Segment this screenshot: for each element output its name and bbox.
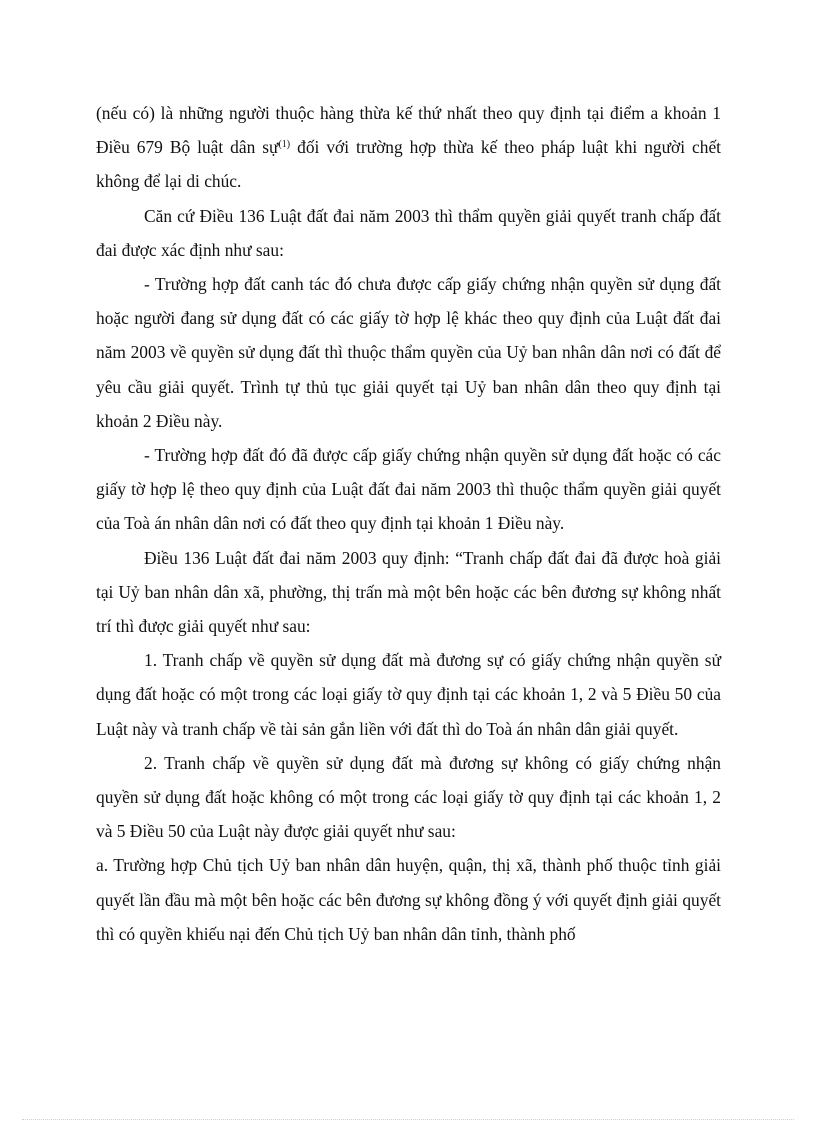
paragraph-case-no-certificate: - Trường hợp đất canh tác đó chưa được cấp giấy chứng nhận quyền sử dụng đất hoặc người đang sử dụng đất có các giấy tờ hợp lệ khác theo quy định của Luật đất đai năm 2003 về quyền sử dụng đất thì thuộc thẩm quyền của Uỷ ban nhân dân nơi có đất để yêu cầu giải quyết. Trình tự thủ tục giải quyết tại Uỷ ban nhân dân theo quy định tại khoản 2 Điều này.	[96, 274, 721, 431]
paragraph-case-certificate: - Trường hợp đất đó đã được cấp giấy chứng nhận quyền sử dụng đất hoặc có các giấy tờ hợp lệ theo quy định của Luật đất đai năm 2003 thì thuộc thẩm quyền giải quyết của Toà án nhân dân nơi có đất theo quy định tại khoản 1 Điều này.	[96, 445, 721, 534]
paragraph-inheritance-text-end: đối với trường hợp thừa kế theo pháp luật khi người chết không để lại di chúc.	[96, 137, 721, 192]
paragraph-clause-2: 2. Tranh chấp về quyền sử dụng đất mà đương sự không có giấy chứng nhận quyền sử dụng đất hoặc không có một trong các loại giấy tờ quy định tại các khoản 1, 2 và 5 Điều 50 của Luật này được giải quyết như sau:	[96, 752, 721, 842]
paragraph-clause-1: 1. Tranh chấp về quyền sử dụng đất mà đương sự có giấy chứng nhận quyền sử dụng đất hoặc có một trong các loại giấy tờ quy định tại các khoản 1, 2 và 5 Điều 50 của Luật này và tranh chấp về tài sản gắn liền với đất thì do Toà án nhân dân giải quyết.	[96, 650, 721, 739]
page-bottom-divider	[22, 1119, 794, 1120]
paragraph-article-136: Điều 136 Luật đất đai năm 2003 quy định: “Tranh chấp đất đai đã được hoà giải tại Uỷ ban nhân dân xã, phường, thị trấn mà một bên hoặc các bên đương sự không nhất trí thì được giải quyết như sau:	[96, 547, 721, 637]
document-body	[96, 96, 721, 951]
footnote-marker[interactable]: (1)	[278, 139, 291, 151]
paragraph-point-a: a. Trường hợp Chủ tịch Uỷ ban nhân dân huyện, quận, thị xã, thành phố thuộc tỉnh giải quyết lần đầu mà một bên hoặc các bên đương sự không đồng ý với quyết định giải quyết thì có quyền khiếu nại đến Chủ tịch Uỷ ban nhân dân tỉnh, thành phố	[96, 855, 721, 944]
paragraph-inheritance	[96, 96, 721, 199]
paragraph-inheritance-text: (nếu có) là những người thuộc hàng thừa kế thứ nhất theo quy định tại điểm a khoản 1 Điều 679 Bộ luật dân sự	[96, 103, 721, 158]
paragraph-jurisdiction-basis: Căn cứ Điều 136 Luật đất đai năm 2003 thì thẩm quyền giải quyết tranh chấp đất đai được xác định như sau:	[96, 205, 721, 260]
